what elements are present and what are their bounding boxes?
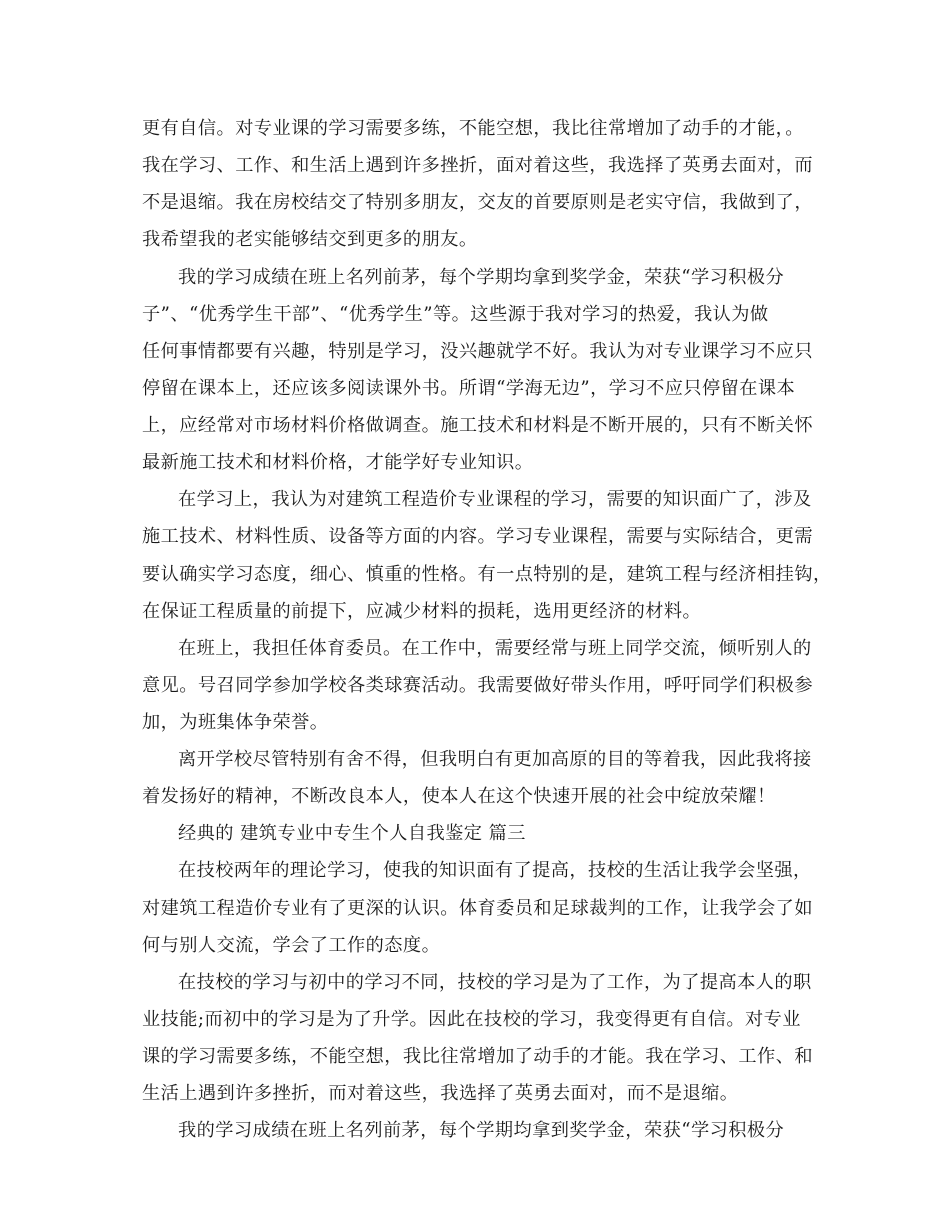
paragraph-first-line: 在技校的学习与初中的学习不同，技校的学习是为了工作，为了提高本人的职 [178, 972, 812, 993]
text-line: 意见。号召同学参加学校各类球赛活动。我需要做好带头作用，呼吁同学们积极参 [142, 675, 813, 696]
text-line: 课的学习需要多练，不能空想，我比往常增加了动手的才能。我在学习、工作、和 [142, 1046, 813, 1067]
text-line: 不是退缩。我在房校结交了特别多朋友，交友的首要原则是老实守信，我做到了， [142, 192, 813, 213]
text-line: 最新施工技术和材料价格，才能学好专业知识。 [142, 452, 534, 473]
text-line: 在保证工程质量的前提下，应减少材料的损耗，选用更经济的材料。 [142, 601, 702, 622]
text-line: 更有自信。对专业课的学习需要多练，不能空想，我比往常增加了动手的才能，。 [142, 118, 804, 139]
paragraph-first-line: 我的学习成绩在班上名列前茅，每个学期均拿到奖学金，荣获“学习积极分 [178, 267, 785, 288]
text-line: 任何事情都要有兴趣，特别是学习，没兴趣就学不好。我认为对专业课学习不应只 [142, 341, 813, 362]
paragraph-first-line: 在技校两年的理论学习，使我的知识面有了提高，技校的生活让我学会坚强， [178, 860, 812, 881]
section-heading: 经典的 建筑专业中专生个人自我鉴定 篇三 [178, 823, 526, 844]
paragraph-first-line: 我的学习成绩在班上名列前茅，每个学期均拿到奖学金，荣获“学习积极分 [178, 1120, 785, 1141]
text-line: 我在学习、工作、和生活上遇到许多挫折，面对着这些，我选择了英勇去面对，而 [142, 155, 813, 176]
paragraph-first-line: 离开学校尽管特别有舍不得，但我明白有更加高原的目的等着我，因此我将接 [178, 749, 812, 770]
paragraph-first-line: 在学习上，我认为对建筑工程造价专业课程的学习，需要的知识面广了，涉及 [178, 489, 812, 510]
text-line: 何与别人交流，学会了工作的态度。 [142, 935, 441, 956]
text-line: 生活上遇到许多挫折，而对着这些，我选择了英勇去面对，而不是退缩。 [142, 1083, 739, 1104]
text-line: 加，为班集体争荣誉。 [142, 712, 329, 733]
text-line: 要认确实学习态度，细心、慎重的性格。有一点特别的是，建筑工程与经济相挂钩， [142, 564, 832, 585]
text-line: 业技能;而初中的学习是为了升学。因此在技校的学习，我变得更有自信。对专业 [142, 1009, 801, 1030]
text-line: 施工技术、材料性质、设备等方面的内容。学习专业课程，需要与实际结合，更需 [142, 526, 813, 547]
text-line: 着发扬好的精神，不断改良本人，使本人在这个快速开展的社会中绽放荣耀！ [142, 786, 776, 807]
text-line: 我希望我的老实能够结交到更多的朋友。 [142, 229, 478, 250]
paragraph-first-line: 在班上，我担任体育委员。在工作中，需要经常与班上同学交流，倾听别人的 [178, 638, 812, 659]
text-line: 子”、“优秀学生干部”、“优秀学生”等。这些源于我对学习的热爱，我认为做 [142, 304, 769, 325]
text-line: 上，应经常对市场材料价格做调查。施工技术和材料是不断开展的，只有不断关怀 [142, 415, 813, 436]
text-line: 对建筑工程造价专业有了更深的认识。体育委员和足球裁判的工作，让我学会了如 [142, 898, 813, 919]
text-line: 停留在课本上，还应该多阅读课外书。所谓“学海无边”，学习不应只停留在课本 [142, 378, 796, 399]
